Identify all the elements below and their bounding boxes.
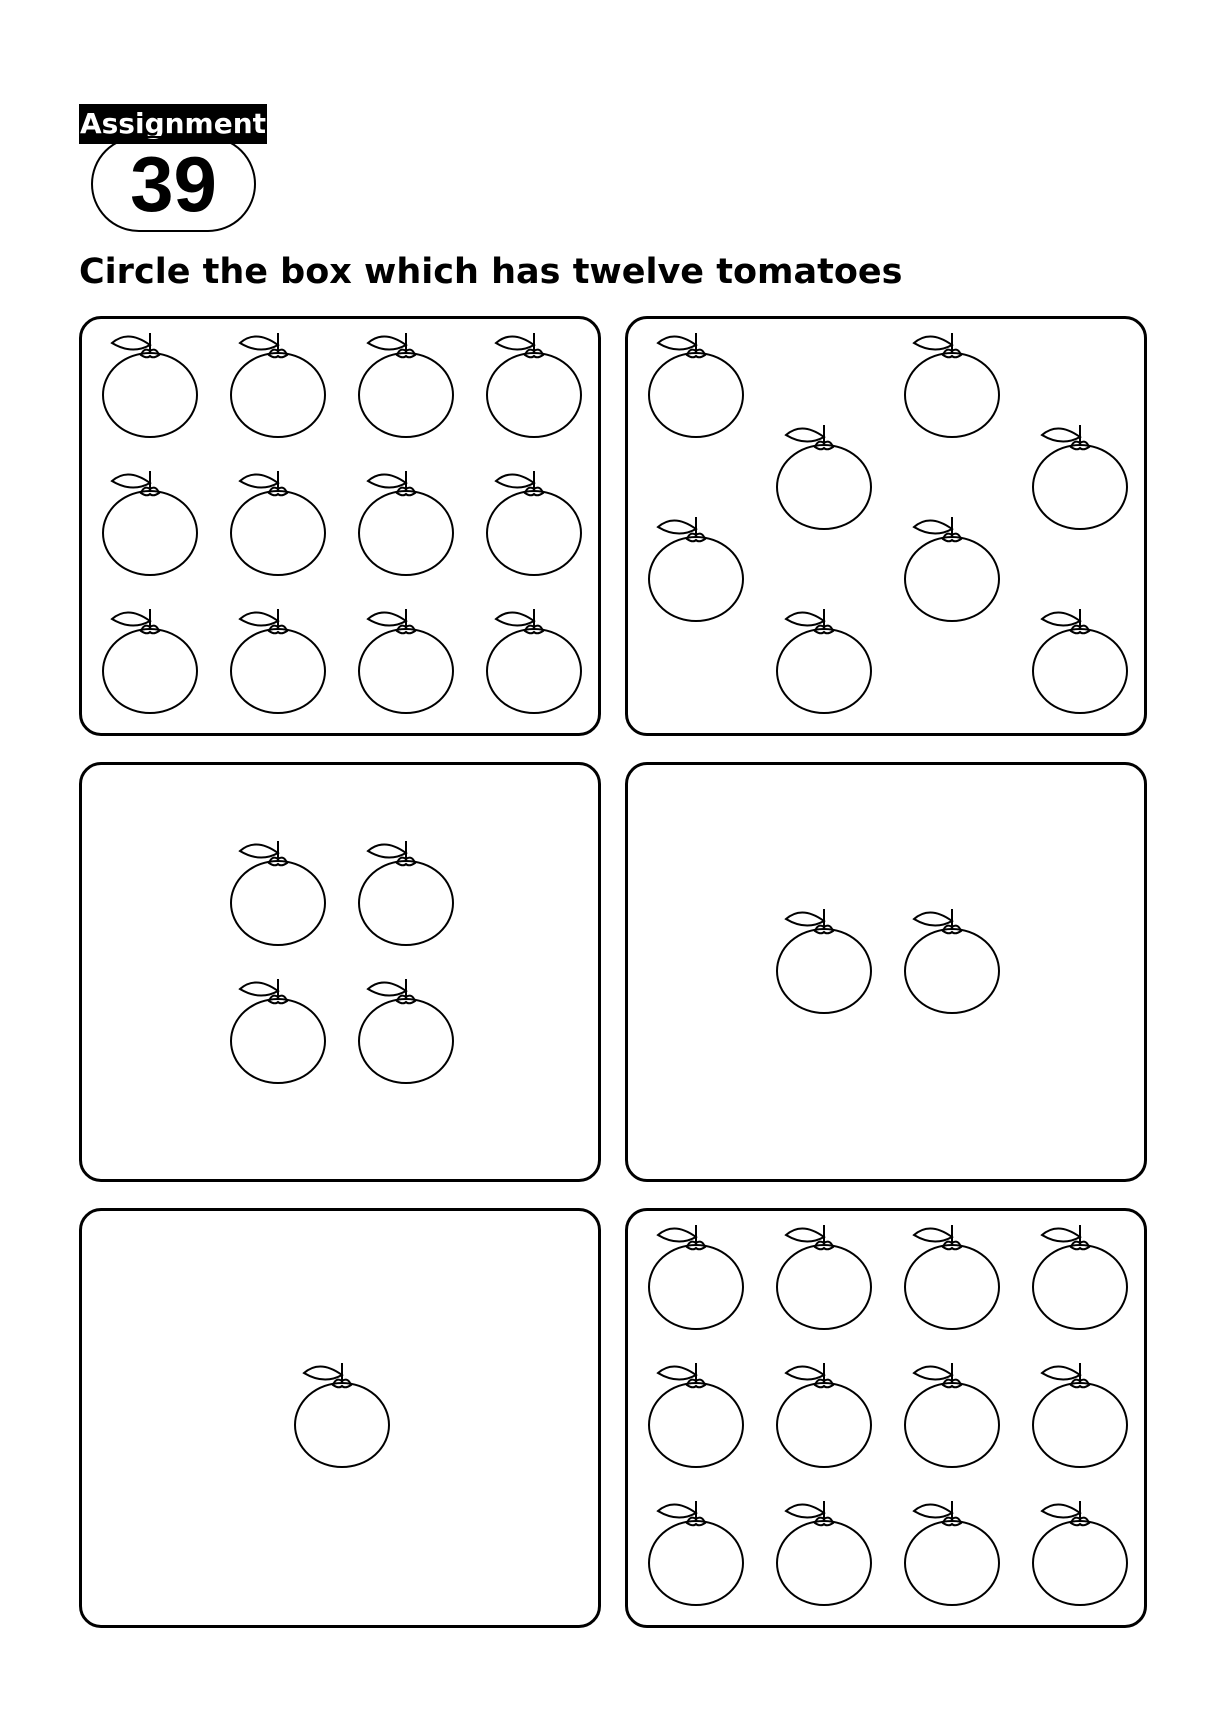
tomato-icon [905, 1225, 999, 1329]
tomato-icon [1033, 425, 1127, 529]
tomato-icon [905, 517, 999, 621]
tomato-icon [777, 425, 871, 529]
tomato-icon [295, 1363, 389, 1467]
tomato-icon [777, 1363, 871, 1467]
answer-box-1[interactable] [79, 316, 601, 736]
tomato-icon [1033, 1501, 1127, 1605]
tomato-group [628, 319, 1150, 739]
tomato-icon [777, 1225, 871, 1329]
answer-box-3[interactable] [79, 762, 601, 1182]
instruction-text: Circle the box which has twelve tomatoes [79, 252, 903, 292]
tomato-icon [359, 841, 453, 945]
tomato-icon [905, 909, 999, 1013]
tomato-icon [231, 471, 325, 575]
tomato-icon [1033, 1363, 1127, 1467]
tomato-icon [103, 471, 197, 575]
answer-box-4[interactable] [625, 762, 1147, 1182]
tomato-icon [359, 979, 453, 1083]
tomato-icon [487, 333, 581, 437]
tomato-icon [231, 333, 325, 437]
tomato-group [628, 765, 1150, 1185]
tomato-icon [231, 841, 325, 945]
tomato-icon [905, 1363, 999, 1467]
tomato-icon [487, 609, 581, 713]
assignment-label: Assignment [79, 104, 267, 144]
tomato-group [82, 319, 604, 739]
tomato-icon [649, 517, 743, 621]
tomato-icon [777, 1501, 871, 1605]
tomato-icon [905, 1501, 999, 1605]
tomato-icon [231, 609, 325, 713]
tomato-icon [777, 909, 871, 1013]
tomato-icon [649, 333, 743, 437]
tomato-icon [231, 979, 325, 1083]
tomato-icon [1033, 609, 1127, 713]
assignment-number: 39 [91, 136, 256, 232]
tomato-icon [905, 333, 999, 437]
tomato-icon [649, 1225, 743, 1329]
tomato-icon [487, 471, 581, 575]
tomato-icon [777, 609, 871, 713]
tomato-icon [359, 609, 453, 713]
tomato-icon [649, 1501, 743, 1605]
tomato-icon [649, 1363, 743, 1467]
tomato-icon [359, 333, 453, 437]
answer-box-5[interactable] [79, 1208, 601, 1628]
answer-box-6[interactable] [625, 1208, 1147, 1628]
tomato-group [82, 1211, 604, 1631]
answer-box-2[interactable] [625, 316, 1147, 736]
tomato-icon [103, 609, 197, 713]
tomato-group [82, 765, 604, 1185]
tomato-icon [359, 471, 453, 575]
tomato-icon [1033, 1225, 1127, 1329]
tomato-group [628, 1211, 1150, 1631]
tomato-icon [103, 333, 197, 437]
